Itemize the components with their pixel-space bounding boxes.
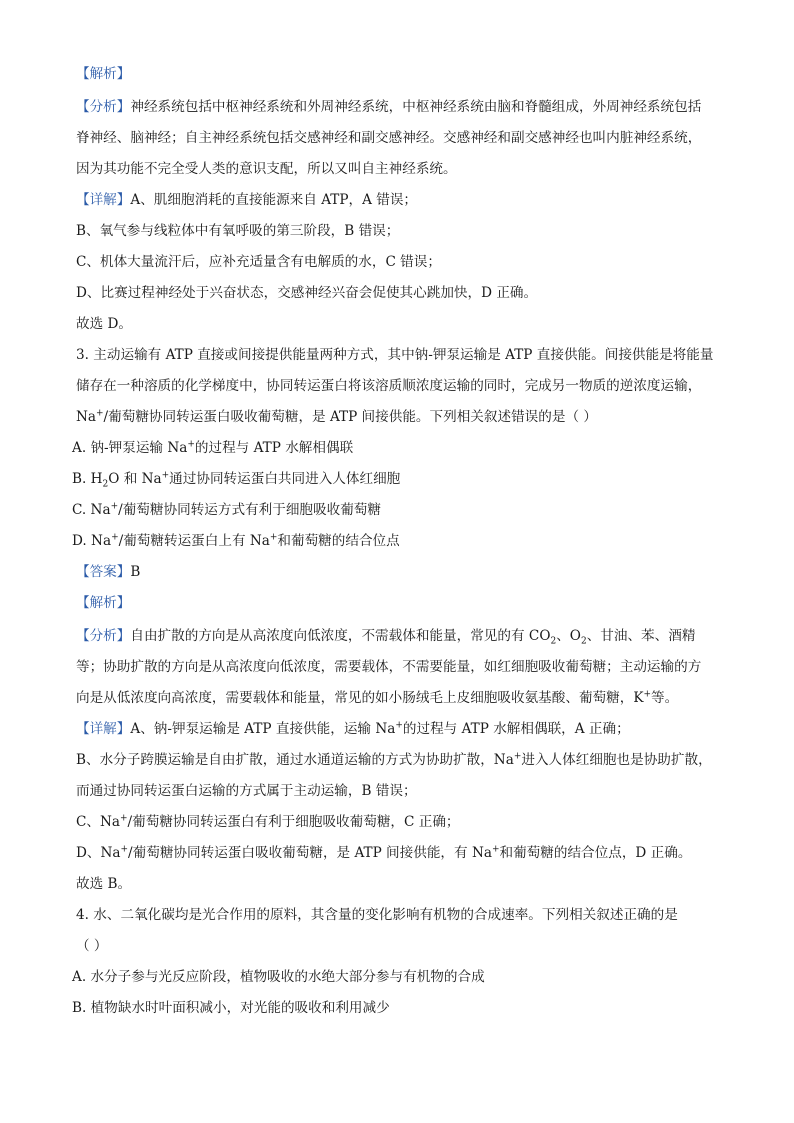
- text: 的过程与 ATP 水解相偶联: [194, 440, 354, 456]
- fenxi-header: 【分析】: [76, 99, 131, 115]
- superscript: +: [111, 532, 119, 543]
- option-b: [72, 469, 400, 489]
- superscript: +: [187, 439, 195, 450]
- text: C. Na: [72, 502, 111, 518]
- xiangjie-header: 【详解】: [76, 721, 131, 737]
- question-stem: [76, 407, 597, 427]
- superscript: +: [269, 532, 278, 543]
- text: 自由扩散的方向是从高浓度向低浓度，不需载体和能量，常见的有 CO: [130, 628, 551, 644]
- detail-line: C、机体大量流汗后，应补充适量含有电解质的水，C 错误；: [76, 254, 441, 270]
- text: Na: [76, 409, 96, 425]
- superscript: +: [513, 751, 522, 762]
- text: /葡萄糖协同转运蛋白吸收葡萄糖，是 ATP 间接供能，有 Na: [128, 845, 492, 861]
- superscript: +: [491, 844, 500, 855]
- detail-line: B、氧气参与线粒体中有氧呼吸的第三阶段，B 错误；: [76, 223, 400, 239]
- text: A. 钠-钾泵运输 Na: [72, 440, 188, 456]
- analysis-header: 【解析】: [76, 66, 131, 82]
- subscript: 2: [550, 636, 557, 647]
- answer-line: [76, 562, 140, 582]
- detail-line: [76, 843, 691, 863]
- question-stem: 3. 主动运输有 ATP 直接或间接提供能量两种方式，其中钠-钾泵运输是 ATP 直接供能。间接供能是将能量: [76, 347, 714, 363]
- analysis-text-line: 脊神经、脑神经；自主神经系统包括交感神经和副交感神经。交感神经和副交感神经也叫内脏神经系统，: [76, 130, 702, 146]
- analysis-header: 【解析】: [76, 595, 131, 611]
- text: C、Na: [76, 814, 120, 830]
- option-c: [72, 500, 381, 520]
- superscript: +: [110, 501, 119, 512]
- text: /葡萄糖协同转运方式有利于细胞吸收葡萄糖: [118, 502, 381, 518]
- text: /葡萄糖协同转运蛋白有利于细胞吸收葡萄糖，C 正确；: [127, 814, 460, 830]
- superscript: +: [120, 844, 129, 855]
- text: /葡萄糖协同转运蛋白吸收葡萄糖，是 ATP 间接供能。下列相关叙述错误的是（ ）: [103, 409, 597, 425]
- text: D. Na: [72, 533, 112, 549]
- text: 、O: [556, 628, 581, 644]
- text: /葡萄糖转运蛋白上有 Na: [118, 533, 270, 549]
- text: B. H: [72, 471, 103, 487]
- text: A、钠-钾泵运输是 ATP 直接供能，运输 Na: [130, 721, 396, 737]
- superscript: +: [395, 720, 403, 731]
- fenxi-header: 【分析】: [76, 628, 131, 644]
- answer-header: 【答案】: [76, 564, 131, 580]
- detail-line: [76, 719, 630, 739]
- text: 进入人体红细胞也是协助扩散，: [521, 752, 712, 768]
- text: 等。: [651, 690, 679, 706]
- text: 和葡萄糖的结合位点，D 正确。: [499, 845, 692, 861]
- conclusion: 故选 D。: [76, 316, 133, 332]
- detail-line: D、比赛过程神经处于兴奋状态，交感神经兴奋会促使其心跳加快，D 正确。: [76, 285, 538, 301]
- answer-value: B: [130, 564, 141, 580]
- option-a: [72, 438, 353, 458]
- subscript: 2: [102, 479, 109, 490]
- text: 、甘油、苯、酒精: [586, 628, 696, 644]
- option-b: B. 植物缺水时叶面积减小，对光能的吸收和利用减少: [72, 1000, 390, 1016]
- conclusion: 故选 B。: [76, 876, 132, 892]
- text: 和葡萄糖的结合位点: [277, 533, 400, 549]
- text: 通过协同转运蛋白共同进入人体红细胞: [169, 471, 401, 487]
- analysis-text-line: 因为其功能不完全受人类的意识支配，所以又叫自主神经系统。: [76, 161, 457, 177]
- detail-line: [76, 190, 417, 210]
- detail-line: 而通过协同转运蛋白运输的方式属于主动运输，B 错误；: [76, 783, 417, 799]
- xiangjie-header: 【详解】: [76, 192, 131, 208]
- superscript: +: [120, 813, 128, 824]
- subscript: 2: [580, 636, 587, 647]
- detail-line: [76, 812, 460, 832]
- superscript: +: [643, 689, 652, 700]
- analysis-text-line: 等；协助扩散的方向是从高浓度向低浓度，需要载体，不需要能量，如红细胞吸收葡萄糖；主动运输的方: [76, 659, 702, 675]
- text: 向是从低浓度向高浓度，需要载体和能量，常见的如小肠绒毛上皮细胞吸收氨基酸、葡萄糖，K: [76, 690, 644, 706]
- option-d: [72, 531, 400, 551]
- analysis-text-line: [76, 626, 695, 646]
- superscript: +: [161, 470, 170, 481]
- superscript: +: [96, 408, 104, 419]
- detail-line: [76, 750, 712, 770]
- question-stem: 储存在一种溶质的化学梯度中，协同转运蛋白将该溶质顺浓度运输的同时，完成另一物质的逆浓度运输，: [76, 378, 702, 394]
- text: O 和 Na: [108, 471, 162, 487]
- question-stem: 4. 水、二氧化碳均是光合作用的原料，其含量的变化影响有机物的合成速率。下列相关叙述正确的是: [76, 907, 678, 923]
- text: B、水分子跨膜运输是自由扩散，通过水通道运输的方式为协助扩散，Na: [76, 752, 514, 768]
- analysis-text-line: [76, 97, 701, 117]
- fenxi-text: 神经系统包括中枢神经系统和外周神经系统，中枢神经系统由脑和脊髓组成，外周神经系统包括: [130, 99, 702, 115]
- text: 的过程与 ATP 水解相偶联，A 正确；: [402, 721, 630, 737]
- detail-text: A、肌细胞消耗的直接能源来自 ATP，A 错误；: [130, 192, 418, 208]
- question-stem: （ ）: [76, 938, 108, 954]
- text: D、Na: [76, 845, 121, 861]
- analysis-text-line: [76, 688, 678, 708]
- option-a: A. 水分子参与光反应阶段，植物吸收的水绝大部分参与有机物的合成: [72, 969, 485, 985]
